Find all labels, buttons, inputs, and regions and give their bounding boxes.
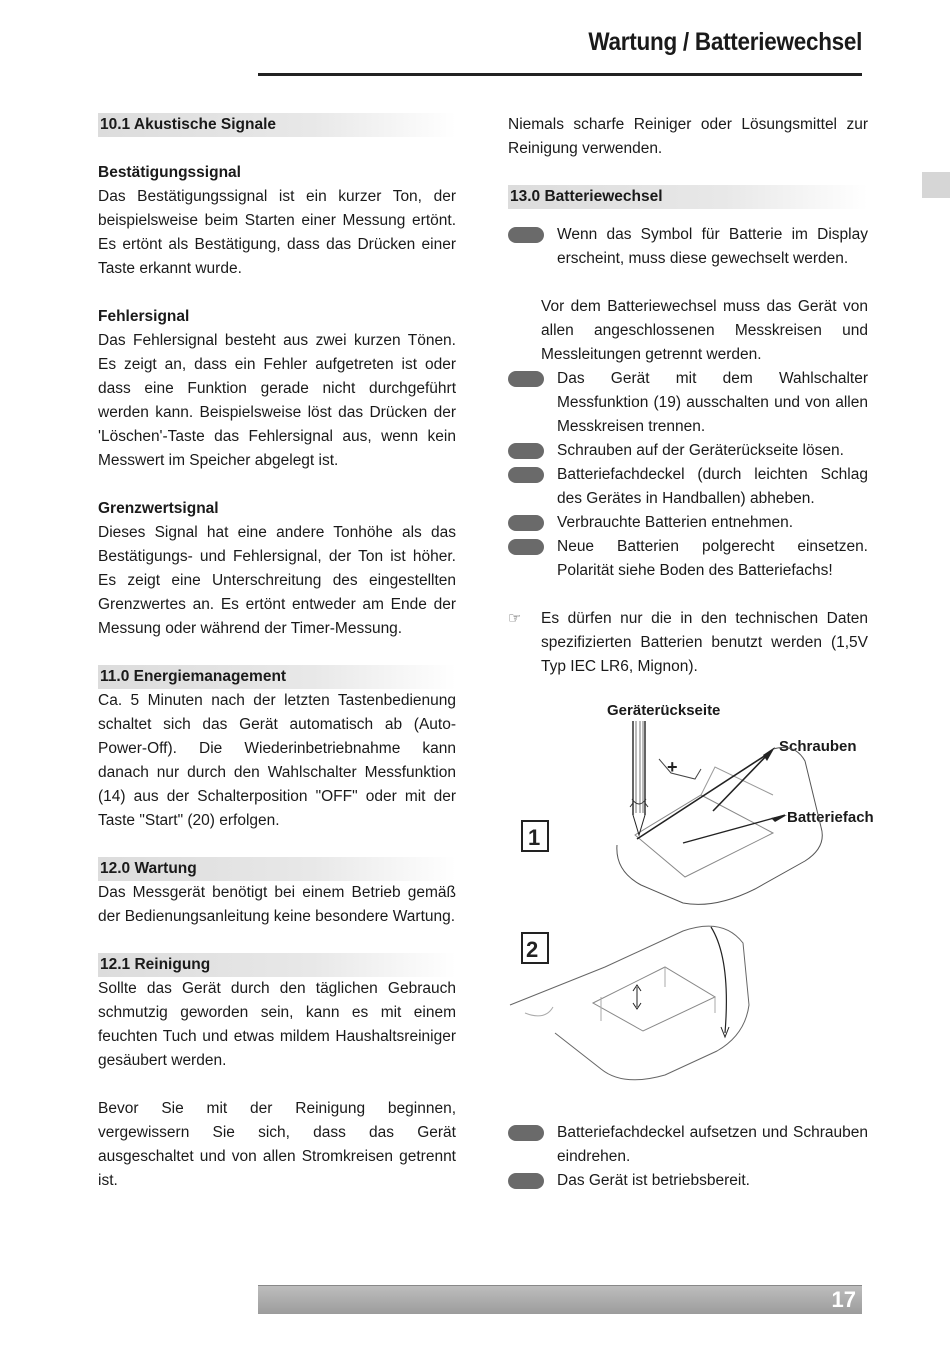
bullet-icon	[508, 227, 544, 243]
paragraph-bestaetigungssignal: Das Bestätigungssignal ist ein kurzer Ton, der beispielsweise beim Starten einer Messung ertönt. Es ertönt als Bestätigung, dass das Drücken einer Taste erkannt wurde.	[98, 188, 456, 277]
paragraph-vor-batteriewechsel: Vor dem Batteriewechsel muss das Gerät von allen angeschlossenen Messkreisen und Messleitungen getrennt werden.	[541, 298, 868, 363]
paragraph-wartung: Das Messgerät benötigt bei einem Betrieb gemäß der Bedienungsanleitung keine besondere Wartung.	[98, 884, 456, 925]
label-geraeterueckseite: Geräterückseite	[607, 702, 721, 719]
paragraph-reinigung-hinweis: Bevor Sie mit der Reinigung beginnen, vergewissern Sie sich, dass das Gerät ausgeschaltet und von allen Stromkreisen getrennt ist.	[98, 1100, 456, 1189]
plus-sign: +	[667, 757, 678, 777]
paragraph-grenzwertsignal: Dieses Signal hat eine andere Tonhöhe als das Bestätigungs- und Fehlersignal, der Ton ist höher. Es zeigt eine Unterschreitung des eingestellten Grenzwertes an. Es ertönt entweder am Ende der Messung oder während der Timer-Messung.	[98, 524, 456, 637]
bullet-text: Das Gerät ist betriebsbereit.	[557, 1172, 750, 1189]
step-2-box	[522, 933, 548, 963]
bullet-icon	[508, 515, 544, 531]
list-item	[508, 535, 868, 583]
bullet-text: Neue Batterien polgerecht einsetzen. Polarität siehe Boden des Batteriefachs!	[557, 538, 868, 579]
list-item	[508, 1169, 868, 1193]
label-batteriefach: Batteriefach	[787, 809, 874, 826]
battery-cover-drawing	[510, 926, 749, 1080]
svg-text:1: 1	[528, 825, 541, 850]
right-column	[508, 113, 868, 679]
page-number: 17	[831, 1287, 856, 1312]
subheading-bestaetigungssignal: Bestätigungssignal	[98, 164, 241, 181]
bullet-text: Das Gerät mit dem Wahlschalter Messfunktion (19) ausschalten und von allen Messkreisen trennen.	[557, 370, 868, 435]
step-1-box	[522, 821, 548, 851]
bullet-text: Batteriefachdeckel (durch leichten Schlag des Gerätes in Handballen) abheben.	[557, 466, 868, 507]
paragraph-reinigung: Sollte das Gerät durch den täglichen Gebrauch schmutzig geworden sein, kann es mit einem feuchten Tuch und etwas mildem Haushaltsreiniger gesäubert werden.	[98, 980, 456, 1069]
header-rule	[258, 73, 862, 76]
battery-change-illustration	[505, 695, 885, 1115]
footer-bar	[258, 1285, 862, 1314]
paragraph-energiemanagement: Ca. 5 Minuten nach der letzten Tastenbedienung schaltet sich das Gerät automatisch ab (Auto-Power-Off). Die Wiederinbetriebnahme kann danach nur durch den Wahlschalter Messfunktion (14) aus der Schalterposition "OFF" oder mit der Taste "Start" (20) erfolgen.	[98, 692, 456, 829]
svg-text:2: 2	[526, 937, 539, 962]
label-schrauben: Schrauben	[779, 738, 857, 755]
list-item	[508, 463, 868, 511]
bullet-text: Wenn das Symbol für Batterie im Display erscheint, muss diese gewechselt werden.	[557, 226, 868, 267]
list-item	[508, 439, 868, 463]
pointing-hand-icon: ☞	[508, 610, 522, 627]
subheading-grenzwertsignal: Grenzwertsignal	[98, 500, 219, 517]
bullet-icon	[508, 467, 544, 483]
bullet-icon	[508, 1125, 544, 1141]
note-text: Es dürfen nur die in den technischen Daten spezifizierten Batterien benutzt werden (1,5V Typ IEC LR6, Mignon).	[541, 610, 868, 675]
section-heading-10-1: 10.1 Akustische Signale	[98, 113, 456, 137]
bullet-text: Batteriefachdeckel aufsetzen und Schrauben eindrehen.	[557, 1124, 868, 1165]
final-steps	[508, 1121, 868, 1193]
section-heading-12-1: 12.1 Reinigung	[98, 953, 456, 977]
section-heading-13: 13.0 Batteriewechsel	[508, 185, 868, 209]
paragraph-fehlersignal: Das Fehlersignal besteht aus zwei kurzen Tönen. Es zeigt an, dass ein Fehler aufgetreten ist oder dass eine Funktion gerade nicht durchgeführt werden kann. Beispielsweise löst das Drücken der 'Löschen'-Taste das Fehlersignal aus, wenn kein Messwert im Speicher abgelegt ist.	[98, 332, 456, 469]
paragraph-reiniger-warnung: Niemals scharfe Reiniger oder Lösungsmittel zur Reinigung verwenden.	[508, 116, 868, 157]
page-header-title: Wartung / Batteriewechsel	[588, 28, 862, 56]
left-column	[98, 113, 456, 1193]
list-item	[508, 367, 868, 439]
bullet-text: Schrauben auf der Geräterückseite lösen.	[557, 442, 844, 459]
list-item	[508, 511, 868, 535]
side-tab-marker	[922, 172, 950, 198]
bullet-icon	[508, 371, 544, 387]
bullet-icon	[508, 443, 544, 459]
list-item	[508, 1121, 868, 1169]
bullet-icon	[508, 539, 544, 555]
bullet-text: Verbrauchte Batterien entnehmen.	[557, 514, 794, 531]
section-heading-11: 11.0 Energiemanagement	[98, 665, 456, 689]
section-heading-12: 12.0 Wartung	[98, 857, 456, 881]
list-item	[508, 223, 868, 271]
bullet-icon	[508, 1173, 544, 1189]
note-row	[508, 607, 868, 679]
subheading-fehlersignal: Fehlersignal	[98, 308, 190, 325]
